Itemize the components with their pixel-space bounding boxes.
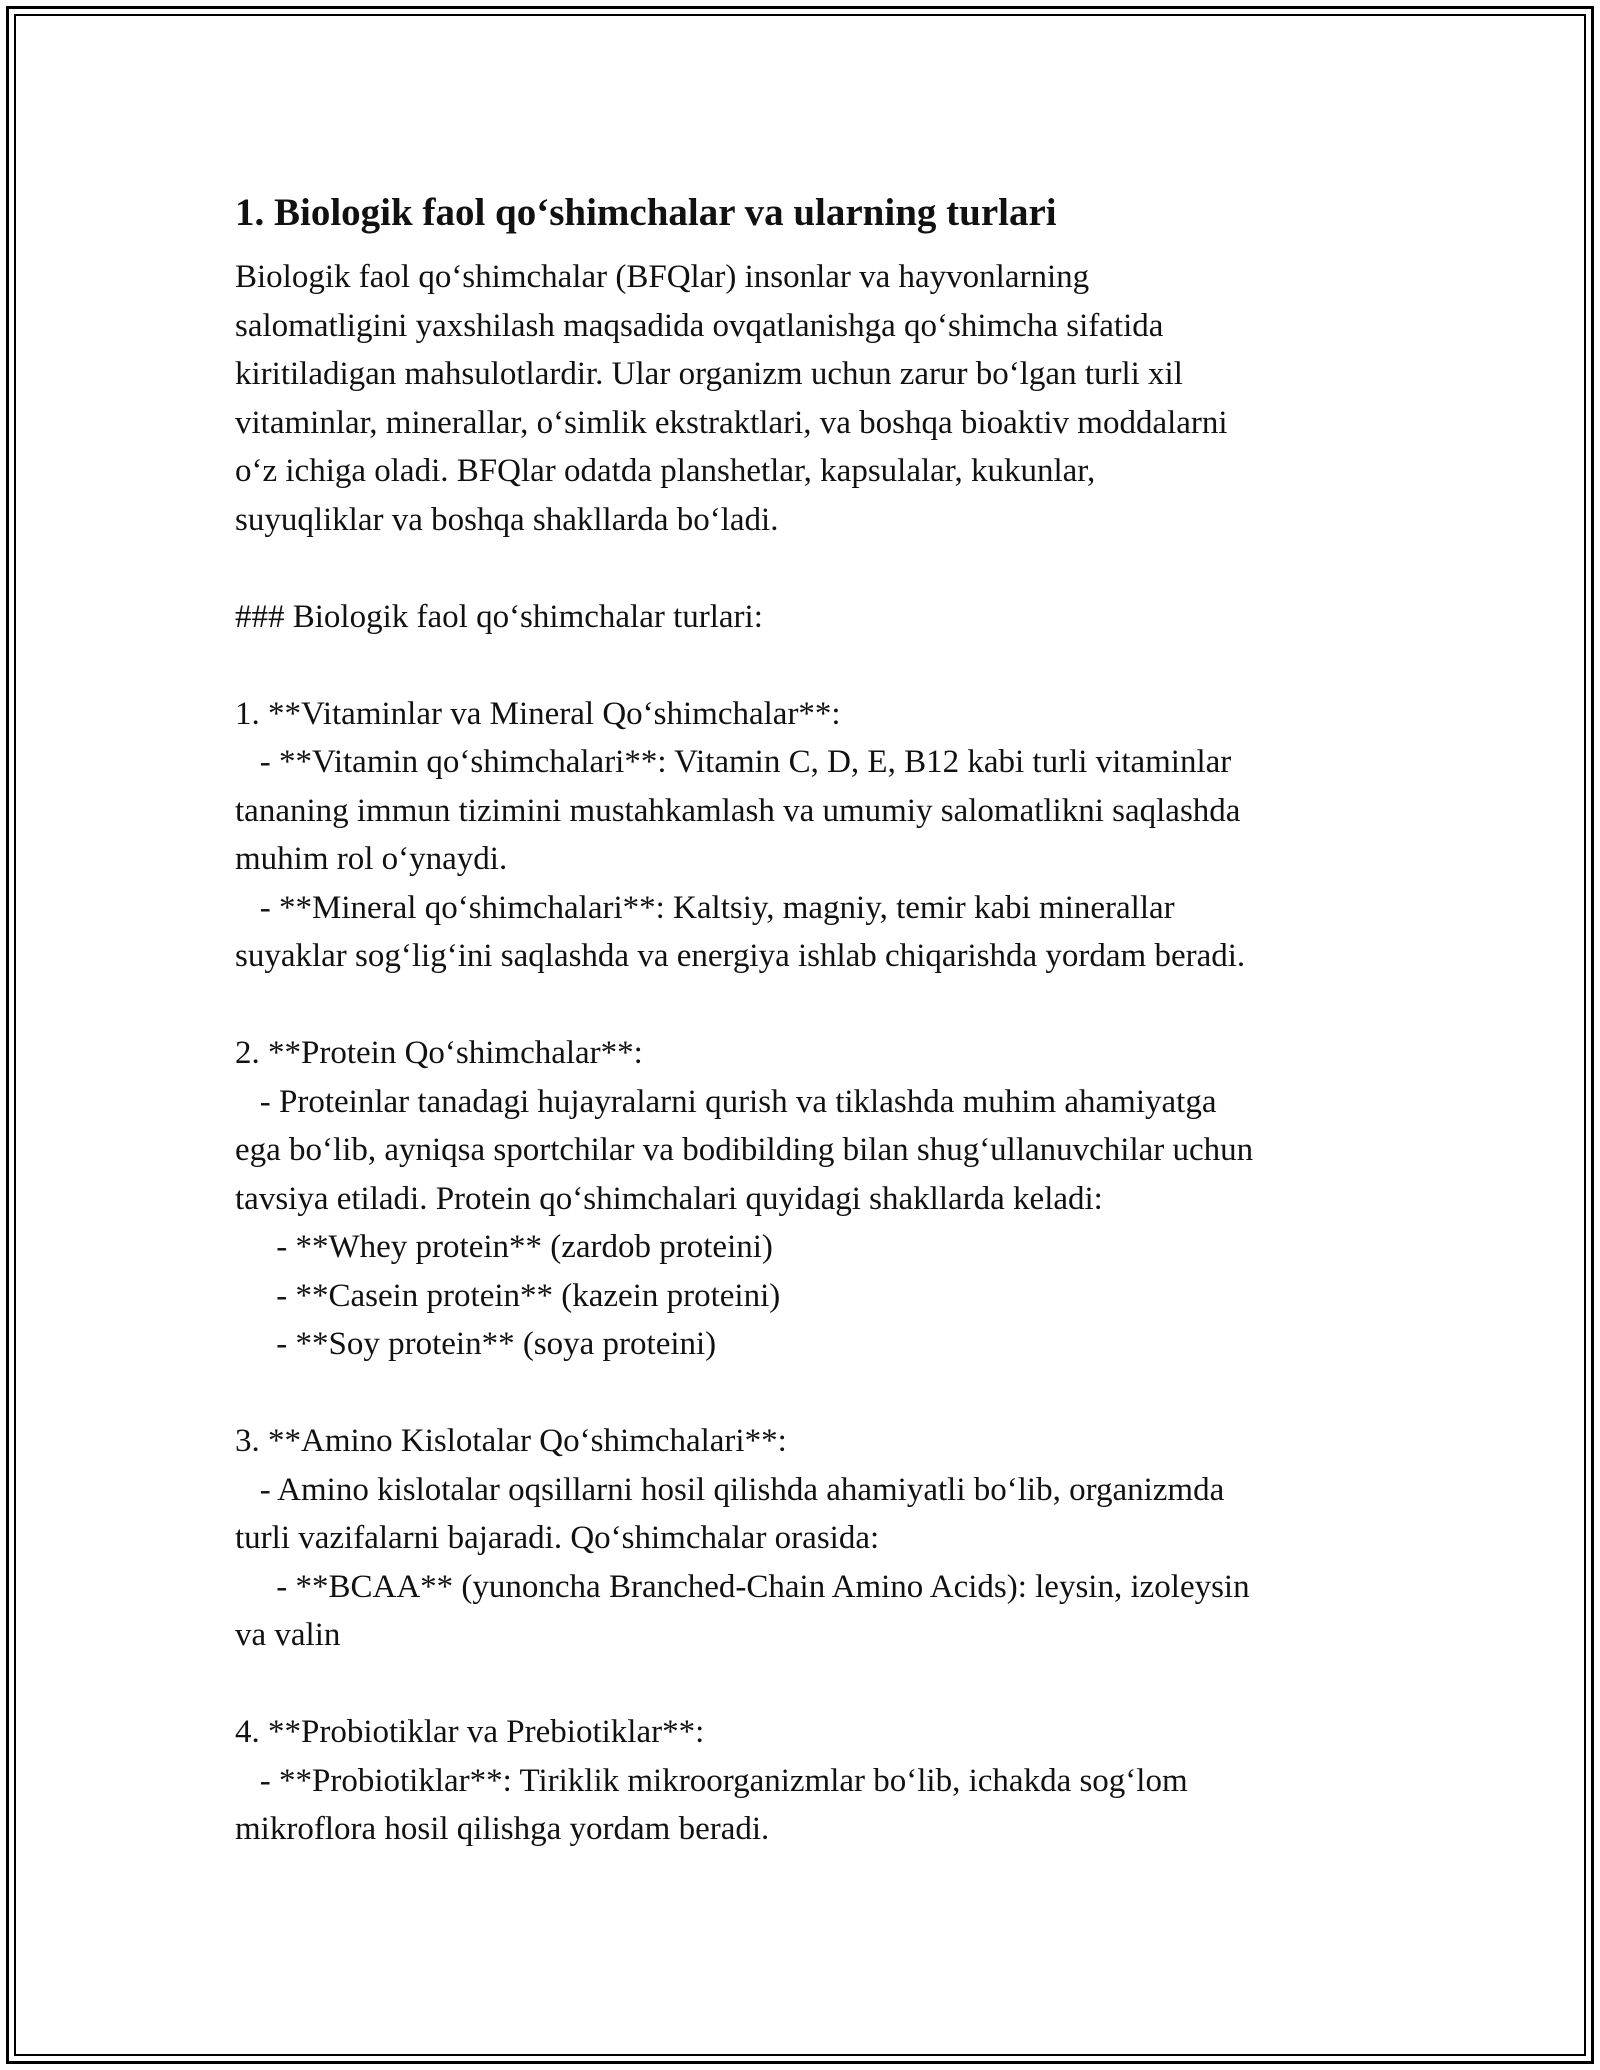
document-body-text: Biologik faol qo‘shimchalar (BFQlar) insonlar va hayvonlarning salomatligini yaxshilash maqsadida ovqatlanishga qo‘shimcha sifatida kiritiladigan mahsulotlardir. Ular organizm uchun zarur bo‘lgan turli xil vitaminlar, minerallar, o‘simlik ekstraktlari, va boshqa bioaktiv moddalarni o‘z ichiga oladi. BFQlar odatda planshetlar, kapsulalar, kukunlar, suyuqliklar va boshqa shakllarda bo‘ladi. ### Biologik faol qo‘shimchalar turlari: 1. **Vitaminlar va Mineral Qo‘shimchalar**: - **Vitamin qo‘shimchalari**: Vitamin C, D, E, B12 kabi turli vitaminlar tananing immun tizimini mustahkamlash va umumiy salomatlikni saqlashda muhim rol o‘ynaydi. - **Mineral qo‘shimchalari**: Kaltsiy, magniy, temir kabi minerallar suyaklar sog‘lig‘ini saqlashda va energiya ishlab chiqarishda yordam beradi. 2. **Protein Qo‘shimchalar**: - Proteinlar tanadagi hujayralarni qurish va tiklashda muhim ahamiyatga ega bo‘lib, ayniqsa sportchilar va bodibilding bilan shug‘ullanuvchilar uchun tavsiya etiladi. Protein qo‘shimchalari quyidagi shakllarda keladi: - **Whey protein** (zardob proteini) - **Casein protein** (kazein proteini) - **Soy protein** (soya proteini) 3. **Amino Kislotalar Qo‘shimchalari**: - Amino kislotalar oqsillarni hosil qilishda ahamiyatli bo‘lib, organizmda turli vazifalarni bajaradi. Qo‘shimchalar orasida: - **BCAA** (yunoncha Branched-Chain Amino Acids): leysin, izoleysin va valin 4. **Probiotiklar va Prebiotiklar**: - **Probiotiklar**: Tiriklik mikroorganizmlar bo‘lib, ichakda sog‘lom mikroflora hosil qilishga yordam beradi.: [235, 259, 1254, 1847]
document-heading: 1. Biologik faol qo‘shimchalar va ularning turlari: [235, 191, 1057, 234]
document-page: [235, 183, 1385, 1854]
